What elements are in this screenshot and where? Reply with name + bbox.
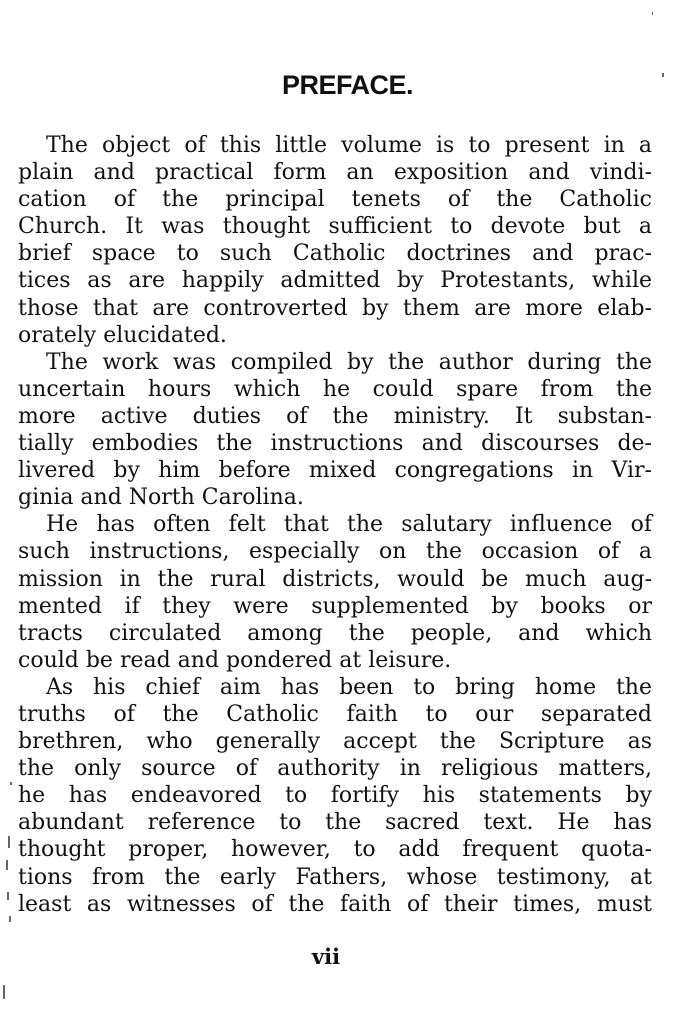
preface-body	[18, 132, 652, 918]
text-line: tially embodies the instructions and discourses de-	[18, 431, 652, 457]
text-line: He has often felt that the salutary influence of	[46, 512, 652, 538]
page-title: PREFACE.	[281, 70, 414, 100]
paragraph-4	[18, 674, 652, 918]
text-line: he has endeavored to fortify his statements by	[18, 783, 652, 809]
text-line: tions from the early Fathers, whose testimony, at	[18, 864, 652, 890]
text-line: cation of the principal tenets of the Catholic	[18, 187, 652, 213]
text-line: least as witnesses of the faith of their times, must	[18, 891, 652, 917]
scan-artifact	[8, 836, 10, 848]
text-line: As his chief aim has been to bring home the	[46, 674, 652, 700]
text-line: tracts circulated among the people, and which	[18, 620, 652, 646]
text-line: uncertain hours which he could spare from the	[18, 376, 652, 402]
text-line: plain and practical form an exposition and vindi-	[18, 160, 652, 186]
paragraph-3	[18, 511, 652, 674]
text-line: mented if they were supplemented by books or	[18, 593, 652, 619]
text-line: livered by him before mixed congregations in Vir-	[18, 458, 652, 484]
text-line: brethren, who generally accept the Scripture as	[18, 729, 652, 755]
paragraph-1	[18, 132, 652, 349]
scan-artifact	[10, 782, 12, 785]
text-line: such instructions, especially on the occasion of a	[18, 539, 652, 565]
scan-artifact	[652, 12, 653, 15]
paragraph-2	[18, 349, 652, 512]
text-line: the only source of authority in religious matters,	[18, 756, 652, 782]
text-line: mission in the rural districts, would be much aug-	[18, 566, 652, 592]
scan-artifact	[662, 73, 664, 77]
text-line: The work was compiled by the author during the	[46, 349, 652, 375]
text-line: ginia and North Carolina.	[18, 485, 304, 511]
text-line: more active duties of the ministry. It substan-	[18, 403, 652, 429]
text-line: those that are controverted by them are more elab-	[18, 295, 652, 321]
scan-artifact	[7, 892, 9, 900]
page-number: vii	[311, 944, 341, 969]
text-line: Church. It was thought sufficient to devote but a	[18, 214, 652, 240]
scan-artifact	[6, 860, 8, 870]
text-line: The object of this little volume is to present in a	[46, 133, 652, 158]
text-line: truths of the Catholic faith to our separated	[18, 701, 652, 727]
text-line: could be read and pondered at leisure.	[18, 647, 452, 673]
text-line: tices as are happily admitted by Protestants, while	[18, 268, 652, 294]
scan-artifact	[3, 985, 5, 999]
text-line: orately elucidated.	[18, 322, 227, 348]
text-line: brief space to such Catholic doctrines and prac-	[18, 241, 652, 267]
scan-artifact	[9, 916, 11, 922]
text-line: abundant reference to the sacred text. He has	[18, 810, 652, 836]
text-line: thought proper, however, to add frequent quota-	[18, 837, 652, 863]
